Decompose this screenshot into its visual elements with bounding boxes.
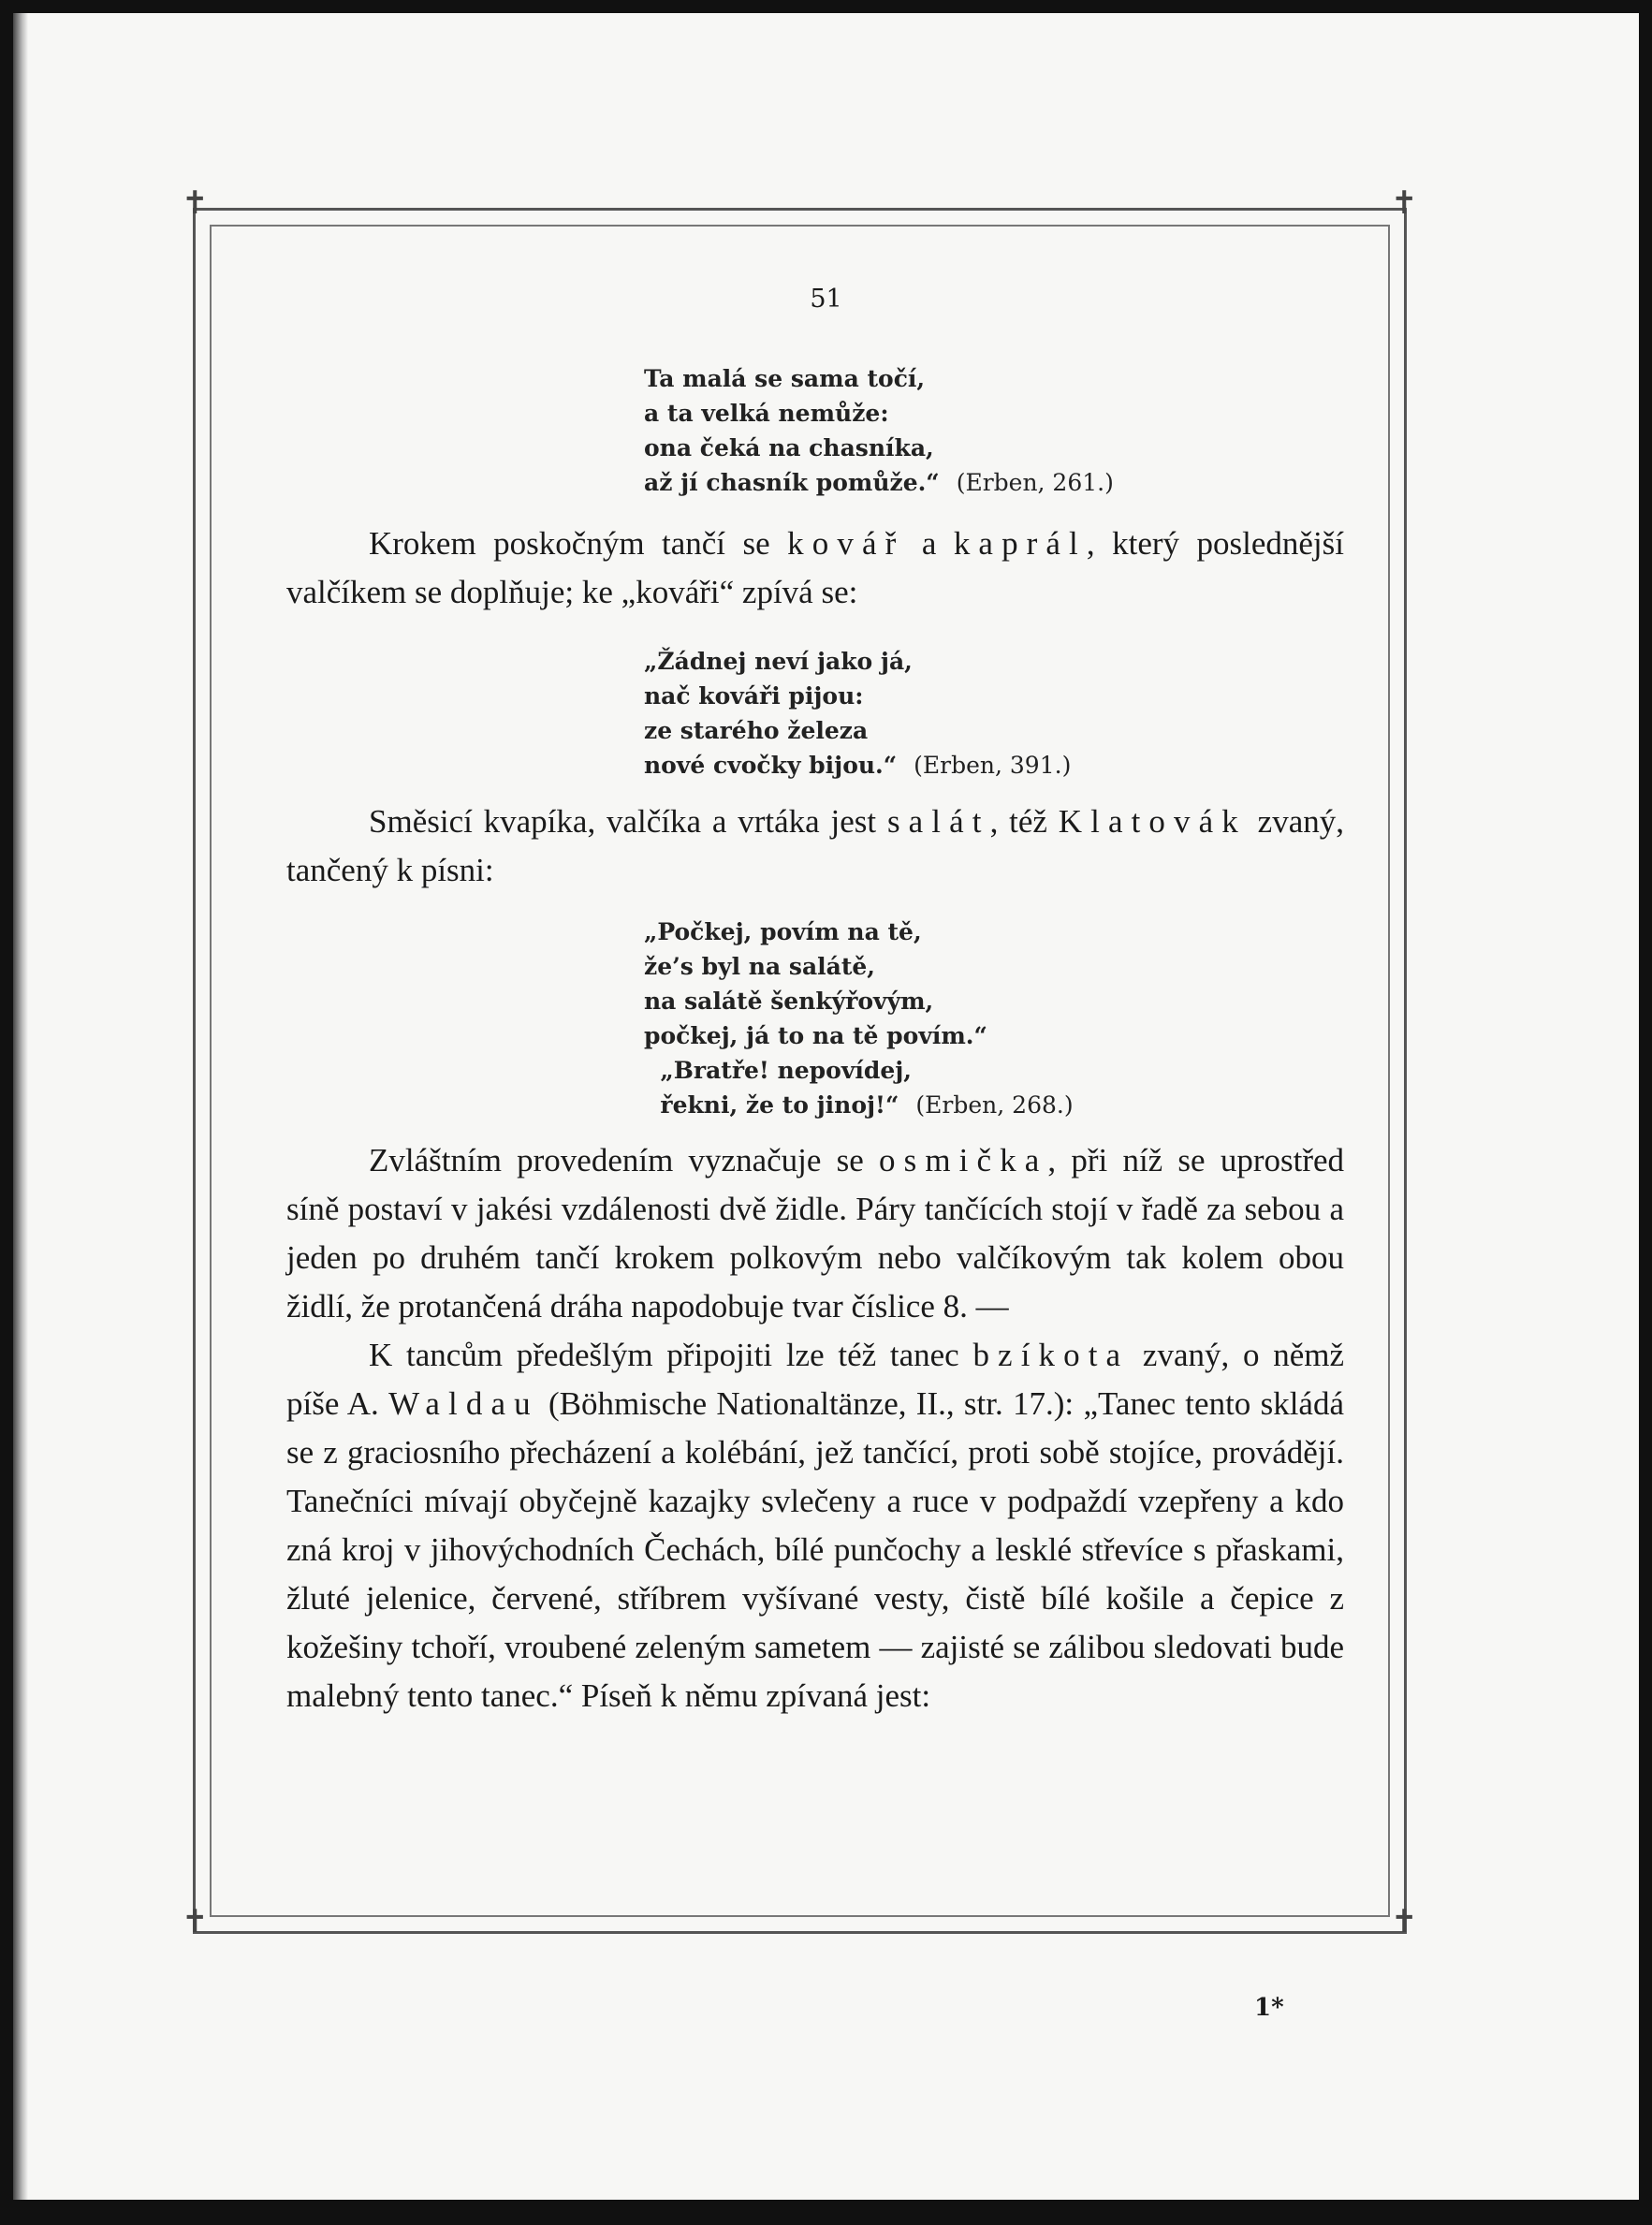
- emphasized-term: kaprál: [953, 525, 1087, 562]
- verse-line: „Počkej, povím na tě,: [644, 918, 922, 945]
- verse-line: „Žádnej neví jako já,: [644, 648, 913, 675]
- verse-line: [644, 1088, 1074, 1122]
- verse-citation: (Erben, 261.): [956, 469, 1114, 496]
- text-run: zvaný, o němž píše A.: [286, 1337, 1344, 1422]
- verse-text: nové cvočky bijou.“: [644, 752, 898, 779]
- paragraph-text: [286, 520, 1344, 617]
- verse-line: že’s byl na salátě,: [644, 953, 875, 980]
- emphasized-term: kovář: [787, 525, 905, 562]
- emphasized-term: bzíkota: [972, 1337, 1130, 1373]
- paragraph-text: [286, 798, 1344, 895]
- verse-line: [644, 748, 1071, 783]
- verse-line: a ta velká nemůže:: [644, 400, 889, 427]
- verse-line: počkej, já to na tě povím.“: [644, 1022, 987, 1049]
- text-run: Zvláštním provedením vyznačuje se: [369, 1142, 880, 1178]
- paragraph-3: [286, 1136, 1344, 1331]
- verse-1: [644, 361, 1114, 500]
- emphasized-term: Waldau: [388, 1385, 539, 1422]
- text-run: , též: [989, 803, 1059, 840]
- verse-line: ze starého železa: [644, 717, 869, 744]
- signature-mark: 1*: [1254, 1994, 1284, 2022]
- text-run: , při níž se uprostřed síně postaví v jakési vzdálenosti dvě židle. Páry tančících stojí v řadě za sebou a jeden po druhém tančí krokem polkovým nebo valčíkovým tak kolem obou židlí, že protančená dráha napodobuje tvar číslice 8. —: [286, 1142, 1345, 1325]
- paragraph-4: [286, 1331, 1344, 1720]
- verse-3: [644, 915, 1074, 1122]
- text-run: (Böhmische Nationaltänze, II., str. 17.): „Tanec tento skládá se z graciosního přecházení a kolébání, jež tančící, proti sobě stojíce, provádějí. Tanečníci mívají obyčejně kazajky svlečeny a ruce v podpaždí vzepřeny a kdo zná kroj v jihovýchodních Čechách, bílé punčochy a lesklé střevíce s přaskami, žluté jelenice, červené, stříbrem vyšívané vesty, čistě bílé košile a čepice z kožešiny tchoří, vroubené zeleným sametem — zajisté se zálibou sledovati bude malebný tento tanec.“ Píseň k němu zpívaná jest:: [286, 1385, 1344, 1714]
- verse-citation: (Erben, 268.): [915, 1091, 1074, 1119]
- corner-ornament-bottom-left: ✝: [182, 1903, 209, 1940]
- verse-line: na salátě šenkýřovým,: [644, 988, 934, 1015]
- emphasized-term: osmička: [879, 1142, 1048, 1178]
- text-run: zvaný, tančený k písni:: [286, 803, 1344, 888]
- paragraphs-3-4: [286, 1136, 1344, 1720]
- text-run: , který poslednější valčíkem se doplňuje; ke „kováři“ zpívá se:: [286, 525, 1344, 610]
- emphasized-term: Klatovák: [1058, 803, 1247, 840]
- emphasized-term: salát: [886, 803, 990, 840]
- text-run: K tancům předešlým připojiti lze též tanec: [369, 1337, 973, 1373]
- verse-text: řekni, že to jinoj!“: [644, 1091, 899, 1119]
- page-number: 51: [810, 285, 842, 314]
- paragraph-1: [286, 520, 1344, 617]
- corner-ornament-top-right: ✝: [1391, 184, 1418, 222]
- binding-shadow: [13, 13, 28, 2200]
- verse-line: „Bratře! nepovídej,: [644, 1057, 912, 1084]
- verse-line: ona čeká na chasníka,: [644, 434, 934, 461]
- verse-line: Ta malá se sama točí,: [644, 365, 926, 392]
- verse-citation: (Erben, 391.): [914, 752, 1072, 779]
- verse-line: [644, 465, 1114, 500]
- text-run: a: [904, 525, 954, 562]
- text-run: Krokem poskočným tančí se: [369, 525, 788, 562]
- text-run: Směsicí kvapíka, valčíka a vrtáka jest: [369, 803, 887, 840]
- paragraph-2: [286, 798, 1344, 895]
- verse-2: [644, 644, 1071, 783]
- corner-ornament-top-left: ✝: [182, 184, 209, 222]
- corner-ornament-bottom-right: ✝: [1391, 1903, 1418, 1940]
- verse-text: až jí chasník pomůže.“: [644, 469, 940, 496]
- verse-line: nač kováři pijou:: [644, 682, 864, 710]
